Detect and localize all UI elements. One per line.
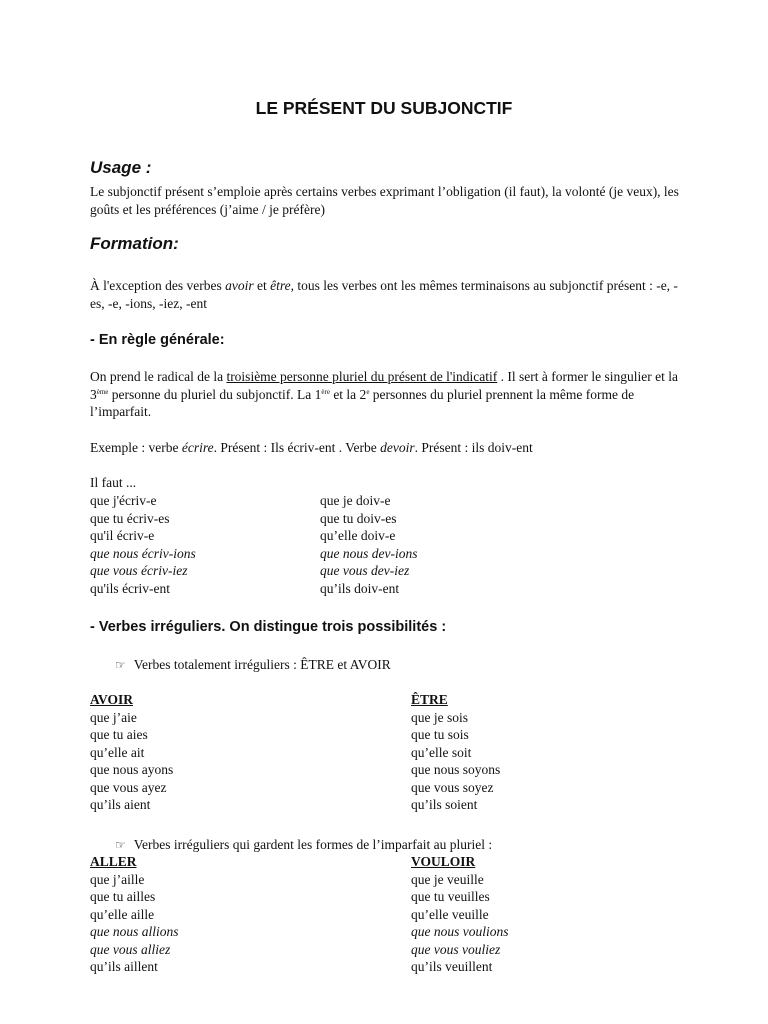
- pointing-hand-icon: ☞: [115, 838, 126, 852]
- conjugation-line: que nous allions: [90, 924, 179, 939]
- il-faut-label: Il faut ...: [90, 475, 137, 490]
- conjugation-line: qu’ils soient: [411, 797, 478, 812]
- verb-title-avoir: AVOIR: [90, 692, 133, 707]
- avoir-conjugation: [90, 691, 173, 814]
- conjugation-line: que j’aille: [90, 871, 145, 887]
- conjugation-line: que nous soyons: [411, 762, 501, 777]
- example-line: Exemple : verbe écrire. Présent : Ils écriv-ent . Verbe devoir. Présent : ils doiv-ent: [90, 440, 533, 455]
- conjugation-line: que tu aies: [90, 727, 148, 742]
- conjugation-line: que j'écriv-e: [90, 493, 157, 508]
- verb-title-aller: ALLER: [90, 854, 137, 869]
- conjugation-line: que nous voulions: [411, 924, 509, 939]
- conjugation-line: que tu écriv-es: [90, 510, 170, 526]
- irreguliers-heading: - Verbes irréguliers. On distingue trois possibilités :: [90, 619, 447, 635]
- conjugation-line: que je sois: [411, 709, 468, 725]
- conjugation-line: que vous dev-iez: [320, 563, 410, 578]
- verb-title-vouloir: VOULOIR: [411, 854, 476, 869]
- conjugation-line: qu’ils veuillent: [411, 959, 493, 974]
- conjugation-line: que nous écriv-ions: [90, 545, 196, 561]
- conjugation-line: que vous soyez: [411, 779, 494, 795]
- vouloir-conjugation: [411, 853, 509, 976]
- usage-paragraph: Le subjonctif présent s’emploie après certains verbes exprimant l’obligation (il faut), la volonté (je veux), les goûts et les préférences (j’aime / je préfère): [90, 184, 679, 217]
- conjugation-line: que nous ayons: [90, 762, 174, 777]
- conjugation-line: qu’ils aillent: [90, 959, 158, 974]
- formation-paragraph: À l'exception des verbes avoir et être, tous les verbes ont les mêmes terminaisons au subjonctif présent : -e, -es, -e, -ions, -iez, -ent: [90, 278, 678, 311]
- verb-title-etre: ÊTRE: [411, 692, 448, 707]
- conjugation-line: qu’elle doiv-e: [320, 528, 396, 543]
- conjugation-line: que vous alliez: [90, 941, 171, 957]
- indicatif-link-text: troisième personne pluriel du présent de l'indicatif: [226, 369, 498, 384]
- conjugation-line: que nous dev-ions: [320, 545, 418, 561]
- conjugation-line: que vous vouliez: [411, 941, 501, 957]
- aller-conjugation: [90, 853, 179, 976]
- conjugation-line: que je veuille: [411, 871, 484, 887]
- bullet-item-2: ☞ Verbes irréguliers qui gardent les formes de l’imparfait au pluriel :: [115, 837, 493, 852]
- conjugation-line: qu’ils doiv-ent: [320, 580, 400, 596]
- conjugation-line: qu’ils aient: [90, 797, 151, 812]
- conjugation-line: qu’elle ait: [90, 744, 145, 760]
- devoir-conjugation: [320, 492, 417, 597]
- conjugation-line: que j’aie: [90, 709, 137, 725]
- conjugation-line: qu’elle veuille: [411, 906, 489, 922]
- conjugation-line: que vous ayez: [90, 779, 167, 795]
- conjugation-line: qu'ils écriv-ent: [90, 580, 171, 596]
- pointing-hand-icon: ☞: [115, 658, 126, 672]
- conjugation-line: que tu veuilles: [411, 889, 490, 904]
- conjugation-line: que je doiv-e: [320, 493, 391, 508]
- ecrire-conjugation: [90, 492, 196, 597]
- conjugation-line: qu’elle soit: [411, 744, 472, 760]
- conjugation-line: que tu doiv-es: [320, 510, 397, 526]
- conjugation-line: qu'il écriv-e: [90, 528, 155, 543]
- conjugation-line: qu’elle aille: [90, 906, 155, 922]
- conjugation-line: que vous écriv-iez: [90, 563, 188, 578]
- regle-heading: - En règle générale:: [90, 332, 225, 348]
- bullet-item-1: ☞ Verbes totalement irréguliers : ÊTRE et AVOIR: [115, 657, 391, 672]
- usage-heading: Usage :: [90, 158, 152, 177]
- page-title: LE PRÉSENT DU SUBJONCTIF: [255, 98, 513, 118]
- conjugation-line: que tu sois: [411, 727, 469, 742]
- etre-conjugation: [411, 691, 500, 814]
- regle-paragraph: On prend le radical de la troisième personne pluriel du présent de l'indicatif . Il sert à former le singulier et la 3ème personne du pluriel du subjonctif. La 1ère et la 2e personnes du pluriel prennent la même forme de l’imparfait.: [90, 369, 678, 419]
- conjugation-line: que tu ailles: [90, 889, 156, 904]
- formation-heading: Formation:: [90, 234, 179, 253]
